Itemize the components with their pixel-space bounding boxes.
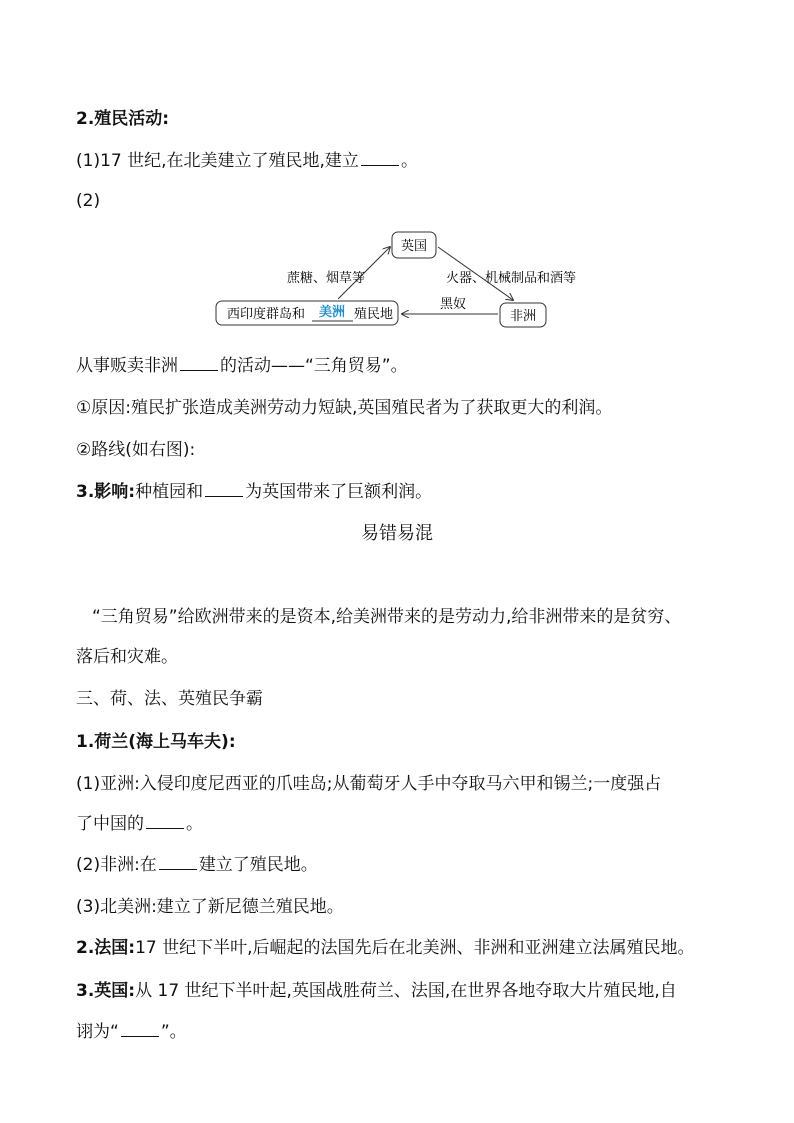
answer-blank[interactable] — [121, 1022, 159, 1037]
netherlands-item-1-line-2 — [76, 813, 203, 835]
netherlands-item-1-line-1: (1)亚洲:入侵印度尼西亚的爪哇岛;从葡萄牙人手中夺取马六甲和锡兰;一度强占 — [76, 774, 662, 794]
section-2-heading: 2.殖民活动: — [76, 109, 170, 129]
trade-text-post: 的活动——“三角贸易”。 — [220, 356, 408, 376]
france-heading: 2.法国: — [76, 938, 136, 958]
nl-item-2-post: 建立了殖民地。 — [198, 855, 318, 875]
answer-blank[interactable] — [159, 855, 197, 870]
answer-blank[interactable] — [361, 151, 399, 166]
right-edge-label: 火器、机械制品和酒等 — [446, 271, 577, 286]
west-indies-label-post: 殖民地 — [354, 307, 394, 322]
impact-text-post: 为英国带来了巨额利润。 — [245, 482, 433, 502]
africa-label: 非洲 — [509, 309, 537, 324]
note-paragraph-line-2: 落后和灾难。 — [76, 647, 178, 667]
impact-text-pre: 种植园和 — [135, 482, 204, 502]
section-2-item-2: (2) — [76, 191, 101, 211]
france-text: 17 世纪下半叶,后崛起的法国先后在北美洲、非洲和亚洲建立法属殖民地。 — [135, 938, 695, 958]
england-text-post: ”。 — [160, 1022, 187, 1042]
england-line-1 — [76, 980, 677, 1002]
west-indies-fill-answer: 美洲 — [318, 305, 346, 320]
note-title: 易错易混 — [361, 523, 433, 544]
trade-cause: ①原因:殖民扩张造成美洲劳动力短缺,英国殖民者为了获取更大的利润。 — [76, 398, 613, 418]
item-1-end: 。 — [400, 151, 418, 171]
england-text: 从 17 世纪下半叶起,英国战胜荷兰、法国,在世界各地夺取大片殖民地,自 — [135, 981, 677, 1001]
item-1-text: (1)17 世纪,在北美建立了殖民地,建立 — [76, 151, 359, 171]
england-text-pre: 诩为“ — [76, 1022, 119, 1042]
note-paragraph-line-1: “三角贸易”给欧洲带来的是资本,给美洲带来的是劳动力,给非洲带来的是贫穷、 — [92, 607, 682, 627]
england-heading: 3.英国: — [76, 981, 136, 1001]
trade-route: ②路线(如右图): — [76, 440, 196, 460]
left-edge-label: 蔗糖、烟草等 — [287, 271, 366, 286]
nl-item-1-post: 。 — [186, 814, 203, 834]
france-line — [76, 937, 695, 959]
nl-item-2-pre: (2)非洲:在 — [76, 855, 157, 875]
trade-activity-line — [76, 355, 408, 377]
part-3-title: 三、荷、法、英殖民争霸 — [76, 689, 263, 709]
netherlands-item-3: (3)北美洲:建立了新尼德兰殖民地。 — [76, 897, 344, 917]
trade-text-pre: 从事贩卖非洲 — [76, 356, 178, 376]
bottom-edge-label: 黑奴 — [440, 297, 467, 312]
answer-blank[interactable] — [180, 356, 218, 371]
answer-blank[interactable] — [146, 814, 184, 829]
west-indies-label-pre: 西印度群岛和 — [227, 307, 306, 322]
nl-item-1-pre: 了中国的 — [76, 814, 144, 834]
answer-blank[interactable] — [205, 482, 243, 497]
section-3-impact — [76, 481, 432, 503]
england-line-2 — [76, 1021, 187, 1043]
netherlands-heading: 1.荷兰(海上马车夫): — [76, 732, 236, 752]
triangle-trade-diagram — [0, 220, 794, 340]
section-2-item-1 — [76, 150, 418, 172]
impact-heading: 3.影响: — [76, 482, 136, 502]
england-label: 英国 — [400, 239, 428, 254]
netherlands-item-2 — [76, 854, 318, 876]
